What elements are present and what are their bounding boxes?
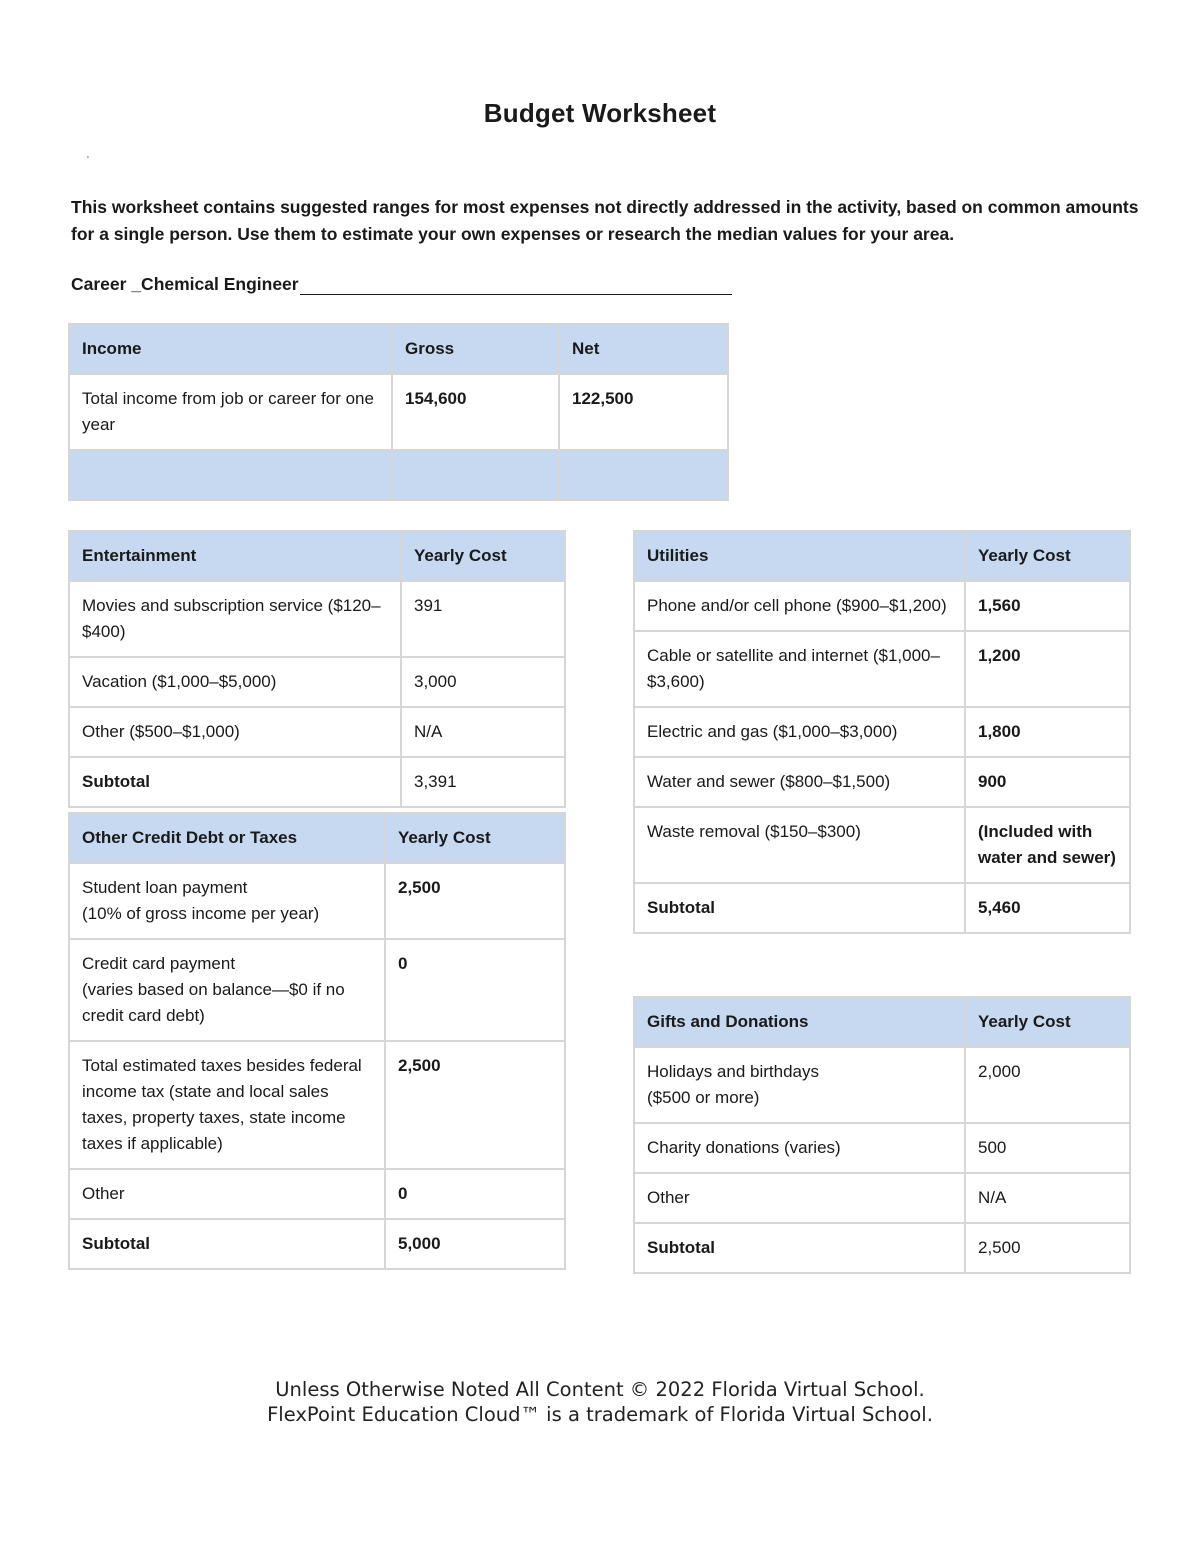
row-label — [69, 939, 385, 1041]
table-row — [634, 1047, 1130, 1123]
header-cell: Yearly Cost — [965, 997, 1130, 1047]
utilities-table — [633, 530, 1131, 934]
footer — [0, 1377, 1200, 1427]
table-row — [634, 1173, 1130, 1223]
row-label: Electric and gas ($1,000–$3,000) — [634, 707, 965, 757]
row-value: 2,500 — [385, 863, 565, 939]
row-label: Cable or satellite and internet ($1,000–$3,600) — [634, 631, 965, 707]
subtotal-value: 5,000 — [385, 1219, 565, 1269]
row-label: Other — [634, 1173, 965, 1223]
intro-text: This worksheet contains suggested ranges for most expenses not directly addressed in the activity, based on common amounts for a single person. Use them to estimate your own expenses or research the median values for your area. — [71, 197, 1139, 244]
header-cell: Net — [559, 324, 728, 374]
subtotal-row — [634, 1223, 1130, 1273]
row-value: 0 — [385, 1169, 565, 1219]
subtotal-label: Subtotal — [634, 883, 965, 933]
blank-cell — [69, 450, 392, 500]
row-value: 500 — [965, 1123, 1130, 1173]
career-line — [71, 274, 732, 295]
row-label: Waste removal ($150–$300) — [634, 807, 965, 883]
subtotal-row — [69, 1219, 565, 1269]
table-row — [69, 374, 728, 450]
row-label-sub: (10% of gross income per year) — [82, 904, 320, 923]
table-row — [69, 1169, 565, 1219]
table-row — [634, 631, 1130, 707]
header-cell: Yearly Cost — [965, 531, 1130, 581]
table-row — [69, 657, 565, 707]
table-row-blank — [69, 450, 728, 500]
table-row — [634, 581, 1130, 631]
header-cell: Yearly Cost — [385, 813, 565, 863]
career-blank-line — [300, 275, 732, 295]
credit-taxes-table — [68, 812, 566, 1270]
blank-cell — [392, 450, 559, 500]
header-cell: Entertainment — [69, 531, 401, 581]
footer-trademark: FlexPoint Education Cloud™ is a trademark of Florida Virtual School. — [267, 1403, 933, 1426]
income-row-label: Total income from job or career for one year — [69, 374, 392, 450]
row-value: 3,000 — [401, 657, 565, 707]
row-value: (Included with water and sewer) — [965, 807, 1130, 883]
table-row — [634, 807, 1130, 883]
row-label: Charity donations (varies) — [634, 1123, 965, 1173]
row-label-main: Credit card payment — [82, 954, 236, 973]
row-value: N/A — [965, 1173, 1130, 1223]
table-row — [69, 707, 565, 757]
net-income-value: 122,500 — [559, 374, 728, 450]
row-label: Vacation ($1,000–$5,000) — [69, 657, 401, 707]
row-label-sub: ($500 or more) — [647, 1088, 760, 1107]
table-row — [69, 863, 565, 939]
header-cell: Gifts and Donations — [634, 997, 965, 1047]
footer-copyright: Unless Otherwise Noted All Content © 2022 Florida Virtual School. — [275, 1378, 925, 1401]
row-value: 391 — [401, 581, 565, 657]
table-row — [634, 757, 1130, 807]
table-header-row — [69, 324, 728, 374]
table-header-row — [634, 531, 1130, 581]
gross-income-value: 154,600 — [392, 374, 559, 450]
header-cell: Other Credit Debt or Taxes — [69, 813, 385, 863]
row-value: 0 — [385, 939, 565, 1041]
table-row — [69, 939, 565, 1041]
row-label: Water and sewer ($800–$1,500) — [634, 757, 965, 807]
row-label — [634, 1047, 965, 1123]
table-header-row — [69, 531, 565, 581]
blank-cell — [559, 450, 728, 500]
header-cell: Income — [69, 324, 392, 374]
row-value: 2,000 — [965, 1047, 1130, 1123]
entertainment-table — [68, 530, 566, 808]
stray-mark: ' — [87, 155, 89, 166]
row-value: N/A — [401, 707, 565, 757]
row-label-main: Holidays and birthdays — [647, 1062, 819, 1081]
table-row — [69, 581, 565, 657]
row-label-main: Student loan payment — [82, 878, 248, 897]
page-title: Budget Worksheet — [483, 98, 717, 128]
table-row — [634, 707, 1130, 757]
subtotal-label: Subtotal — [69, 1219, 385, 1269]
subtotal-label: Subtotal — [634, 1223, 965, 1273]
row-value: 1,560 — [965, 581, 1130, 631]
header-cell: Utilities — [634, 531, 965, 581]
header-cell: Gross — [392, 324, 559, 374]
table-row — [634, 1123, 1130, 1173]
row-label — [69, 863, 385, 939]
subtotal-value: 2,500 — [965, 1223, 1130, 1273]
row-label: Total estimated taxes besides federal income tax (state and local sales taxes, property taxes, state income taxes if applicable) — [69, 1041, 385, 1169]
income-table — [68, 323, 729, 501]
table-row — [69, 1041, 565, 1169]
gifts-donations-table — [633, 996, 1131, 1274]
row-label: Movies and subscription service ($120–$400) — [69, 581, 401, 657]
row-value: 1,200 — [965, 631, 1130, 707]
row-label: Other — [69, 1169, 385, 1219]
table-header-row — [634, 997, 1130, 1047]
header-cell: Yearly Cost — [401, 531, 565, 581]
table-header-row — [69, 813, 565, 863]
row-value: 2,500 — [385, 1041, 565, 1169]
row-label: Other ($500–$1,000) — [69, 707, 401, 757]
row-value: 1,800 — [965, 707, 1130, 757]
career-label: Career _Chemical Engineer — [71, 274, 299, 294]
subtotal-label: Subtotal — [69, 757, 401, 807]
row-value: 900 — [965, 757, 1130, 807]
subtotal-row — [69, 757, 565, 807]
subtotal-value: 5,460 — [965, 883, 1130, 933]
subtotal-value: 3,391 — [401, 757, 565, 807]
row-label-sub: (varies based on balance—$0 if no credit card debt) — [82, 980, 345, 1025]
subtotal-row — [634, 883, 1130, 933]
row-label: Phone and/or cell phone ($900–$1,200) — [634, 581, 965, 631]
